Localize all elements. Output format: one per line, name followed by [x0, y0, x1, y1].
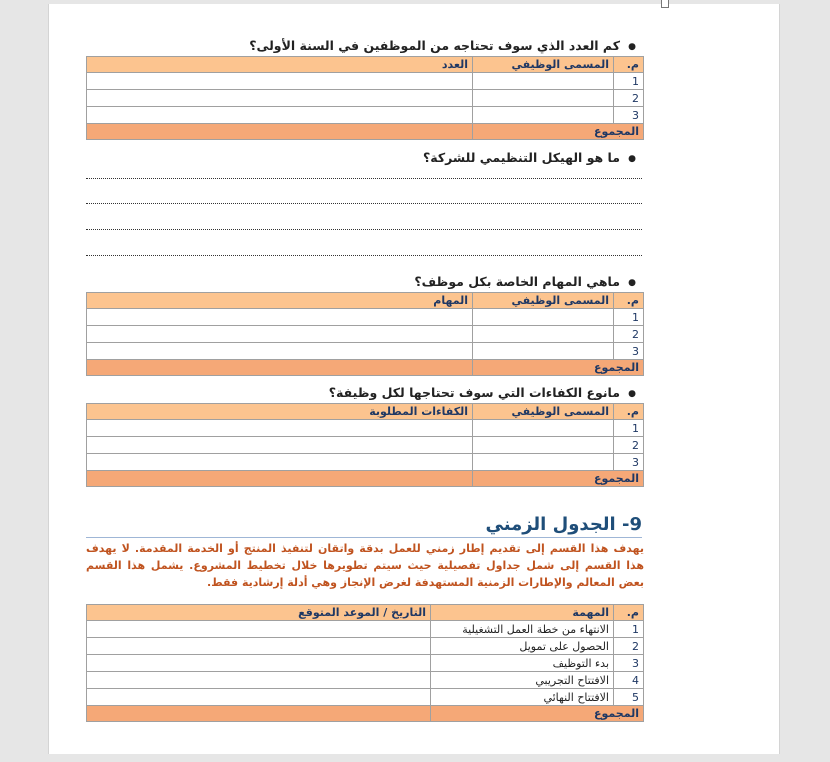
total-label: المجموع — [473, 471, 644, 487]
table-row — [87, 454, 644, 471]
header-expected-date: التاريخ / الموعد المتوقع — [87, 605, 431, 621]
row-number: 2 — [614, 638, 644, 655]
table-row — [87, 343, 644, 360]
table-row — [87, 73, 644, 90]
cell-job-title[interactable] — [473, 90, 614, 107]
question-text: ماهي المهام الخاصة بكل موظف؟ — [414, 274, 620, 289]
cell-task: الحصول على تمويل — [431, 638, 614, 655]
header-skills: الكفاءات المطلوبة — [87, 404, 473, 420]
cell-tasks[interactable] — [87, 326, 473, 343]
bullet-icon: ● — [628, 41, 636, 52]
total-label: المجموع — [431, 706, 644, 722]
cell-date[interactable] — [87, 655, 431, 672]
cell-task: الافتتاح التجريبي — [431, 672, 614, 689]
cell-job-title[interactable] — [473, 343, 614, 360]
cell-job-title[interactable] — [473, 326, 614, 343]
page-marker — [661, 0, 669, 8]
cell-job-title[interactable] — [473, 420, 614, 437]
bullet-icon: ● — [628, 277, 636, 288]
cell-date[interactable] — [87, 689, 431, 706]
header-job-title: المسمى الوظيفي — [473, 293, 614, 309]
header-number: م. — [614, 57, 644, 73]
header-tasks: المهام — [87, 293, 473, 309]
section-description: يهدف هذا القسم إلى تقديم إطار زمني للعمل بدقة واتقان لتنفيذ المنتج أو الخدمة المقدمة. لا يهدف هذا القسم إلى شمل جداول تفصيلية حيث سيتم تطويرها خلال تخطيط المشروع. يشمل هذا القسم بعض المعالم والإطارات الزمنية المستهدفة لغرض الإنجاز وهي أدلة إرشادية فقط. — [86, 542, 644, 589]
row-number: 1 — [614, 621, 644, 638]
answer-line[interactable] — [86, 255, 642, 256]
header-number: م. — [614, 404, 644, 420]
cell-task: الافتتاح النهائي — [431, 689, 614, 706]
cell-count[interactable] — [87, 90, 473, 107]
cell-task: بدء التوظيف — [431, 655, 614, 672]
row-number: 1 — [614, 309, 644, 326]
question-employee-tasks — [86, 274, 644, 289]
table-total-row — [87, 124, 644, 140]
row-number: 3 — [614, 107, 644, 124]
table-row — [87, 689, 644, 706]
total-label: المجموع — [473, 360, 644, 376]
row-number: 4 — [614, 672, 644, 689]
cell-job-title[interactable] — [473, 309, 614, 326]
answer-line[interactable] — [86, 203, 642, 204]
header-job-title: المسمى الوظيفي — [473, 404, 614, 420]
total-value[interactable] — [87, 471, 473, 487]
table-row — [87, 437, 644, 454]
row-number: 3 — [614, 655, 644, 672]
table-header-row — [87, 605, 644, 621]
table-header-row — [87, 293, 644, 309]
table-row — [87, 90, 644, 107]
question-org-structure — [86, 150, 644, 165]
table-row — [87, 672, 644, 689]
question-staff-count — [86, 38, 644, 53]
table-employee-tasks — [86, 292, 644, 376]
table-header-row — [87, 57, 644, 73]
header-number: م. — [614, 293, 644, 309]
cell-date[interactable] — [87, 621, 431, 638]
row-number: 1 — [614, 73, 644, 90]
cell-tasks[interactable] — [87, 309, 473, 326]
cell-job-title[interactable] — [473, 454, 614, 471]
total-value[interactable] — [87, 124, 473, 140]
total-label: المجموع — [473, 124, 644, 140]
row-number: 2 — [614, 326, 644, 343]
table-row — [87, 621, 644, 638]
table-staff-count — [86, 56, 644, 140]
table-header-row — [87, 404, 644, 420]
table-row — [87, 309, 644, 326]
cell-date[interactable] — [87, 672, 431, 689]
cell-tasks[interactable] — [87, 343, 473, 360]
section-title-timeline: 9- الجدول الزمني — [86, 514, 642, 538]
table-row — [87, 638, 644, 655]
question-required-skills — [86, 385, 644, 400]
bullet-icon: ● — [628, 153, 636, 164]
cell-job-title[interactable] — [473, 107, 614, 124]
table-row — [87, 107, 644, 124]
question-text: ما هو الهيكل التنظيمي للشركة؟ — [423, 150, 620, 165]
cell-count[interactable] — [87, 73, 473, 90]
row-number: 2 — [614, 437, 644, 454]
cell-job-title[interactable] — [473, 437, 614, 454]
table-row — [87, 326, 644, 343]
header-count: العدد — [87, 57, 473, 73]
table-total-row — [87, 471, 644, 487]
bullet-icon: ● — [628, 388, 636, 399]
total-value[interactable] — [87, 706, 431, 722]
question-text: مانوع الكفاءات التي سوف تحتاجها لكل وظيفة؟ — [328, 385, 620, 400]
table-row — [87, 655, 644, 672]
table-total-row — [87, 706, 644, 722]
cell-skills[interactable] — [87, 454, 473, 471]
row-number: 5 — [614, 689, 644, 706]
cell-count[interactable] — [87, 107, 473, 124]
table-timeline — [86, 604, 644, 722]
cell-task: الانتهاء من خطة العمل التشغيلية — [431, 621, 614, 638]
header-task: المهمة — [431, 605, 614, 621]
row-number: 3 — [614, 454, 644, 471]
row-number: 3 — [614, 343, 644, 360]
cell-job-title[interactable] — [473, 73, 614, 90]
total-value[interactable] — [87, 360, 473, 376]
cell-date[interactable] — [87, 638, 431, 655]
answer-line[interactable] — [86, 229, 642, 230]
table-total-row — [87, 360, 644, 376]
question-text: كم العدد الذي سوف تحتاجه من الموظفين في السنة الأولى؟ — [249, 38, 620, 53]
header-number: م. — [614, 605, 644, 621]
cell-skills[interactable] — [87, 437, 473, 454]
answer-line[interactable] — [86, 178, 642, 179]
row-number: 2 — [614, 90, 644, 107]
table-row — [87, 420, 644, 437]
table-required-skills — [86, 403, 644, 487]
row-number: 1 — [614, 420, 644, 437]
cell-skills[interactable] — [87, 420, 473, 437]
header-job-title: المسمى الوظيفي — [473, 57, 614, 73]
